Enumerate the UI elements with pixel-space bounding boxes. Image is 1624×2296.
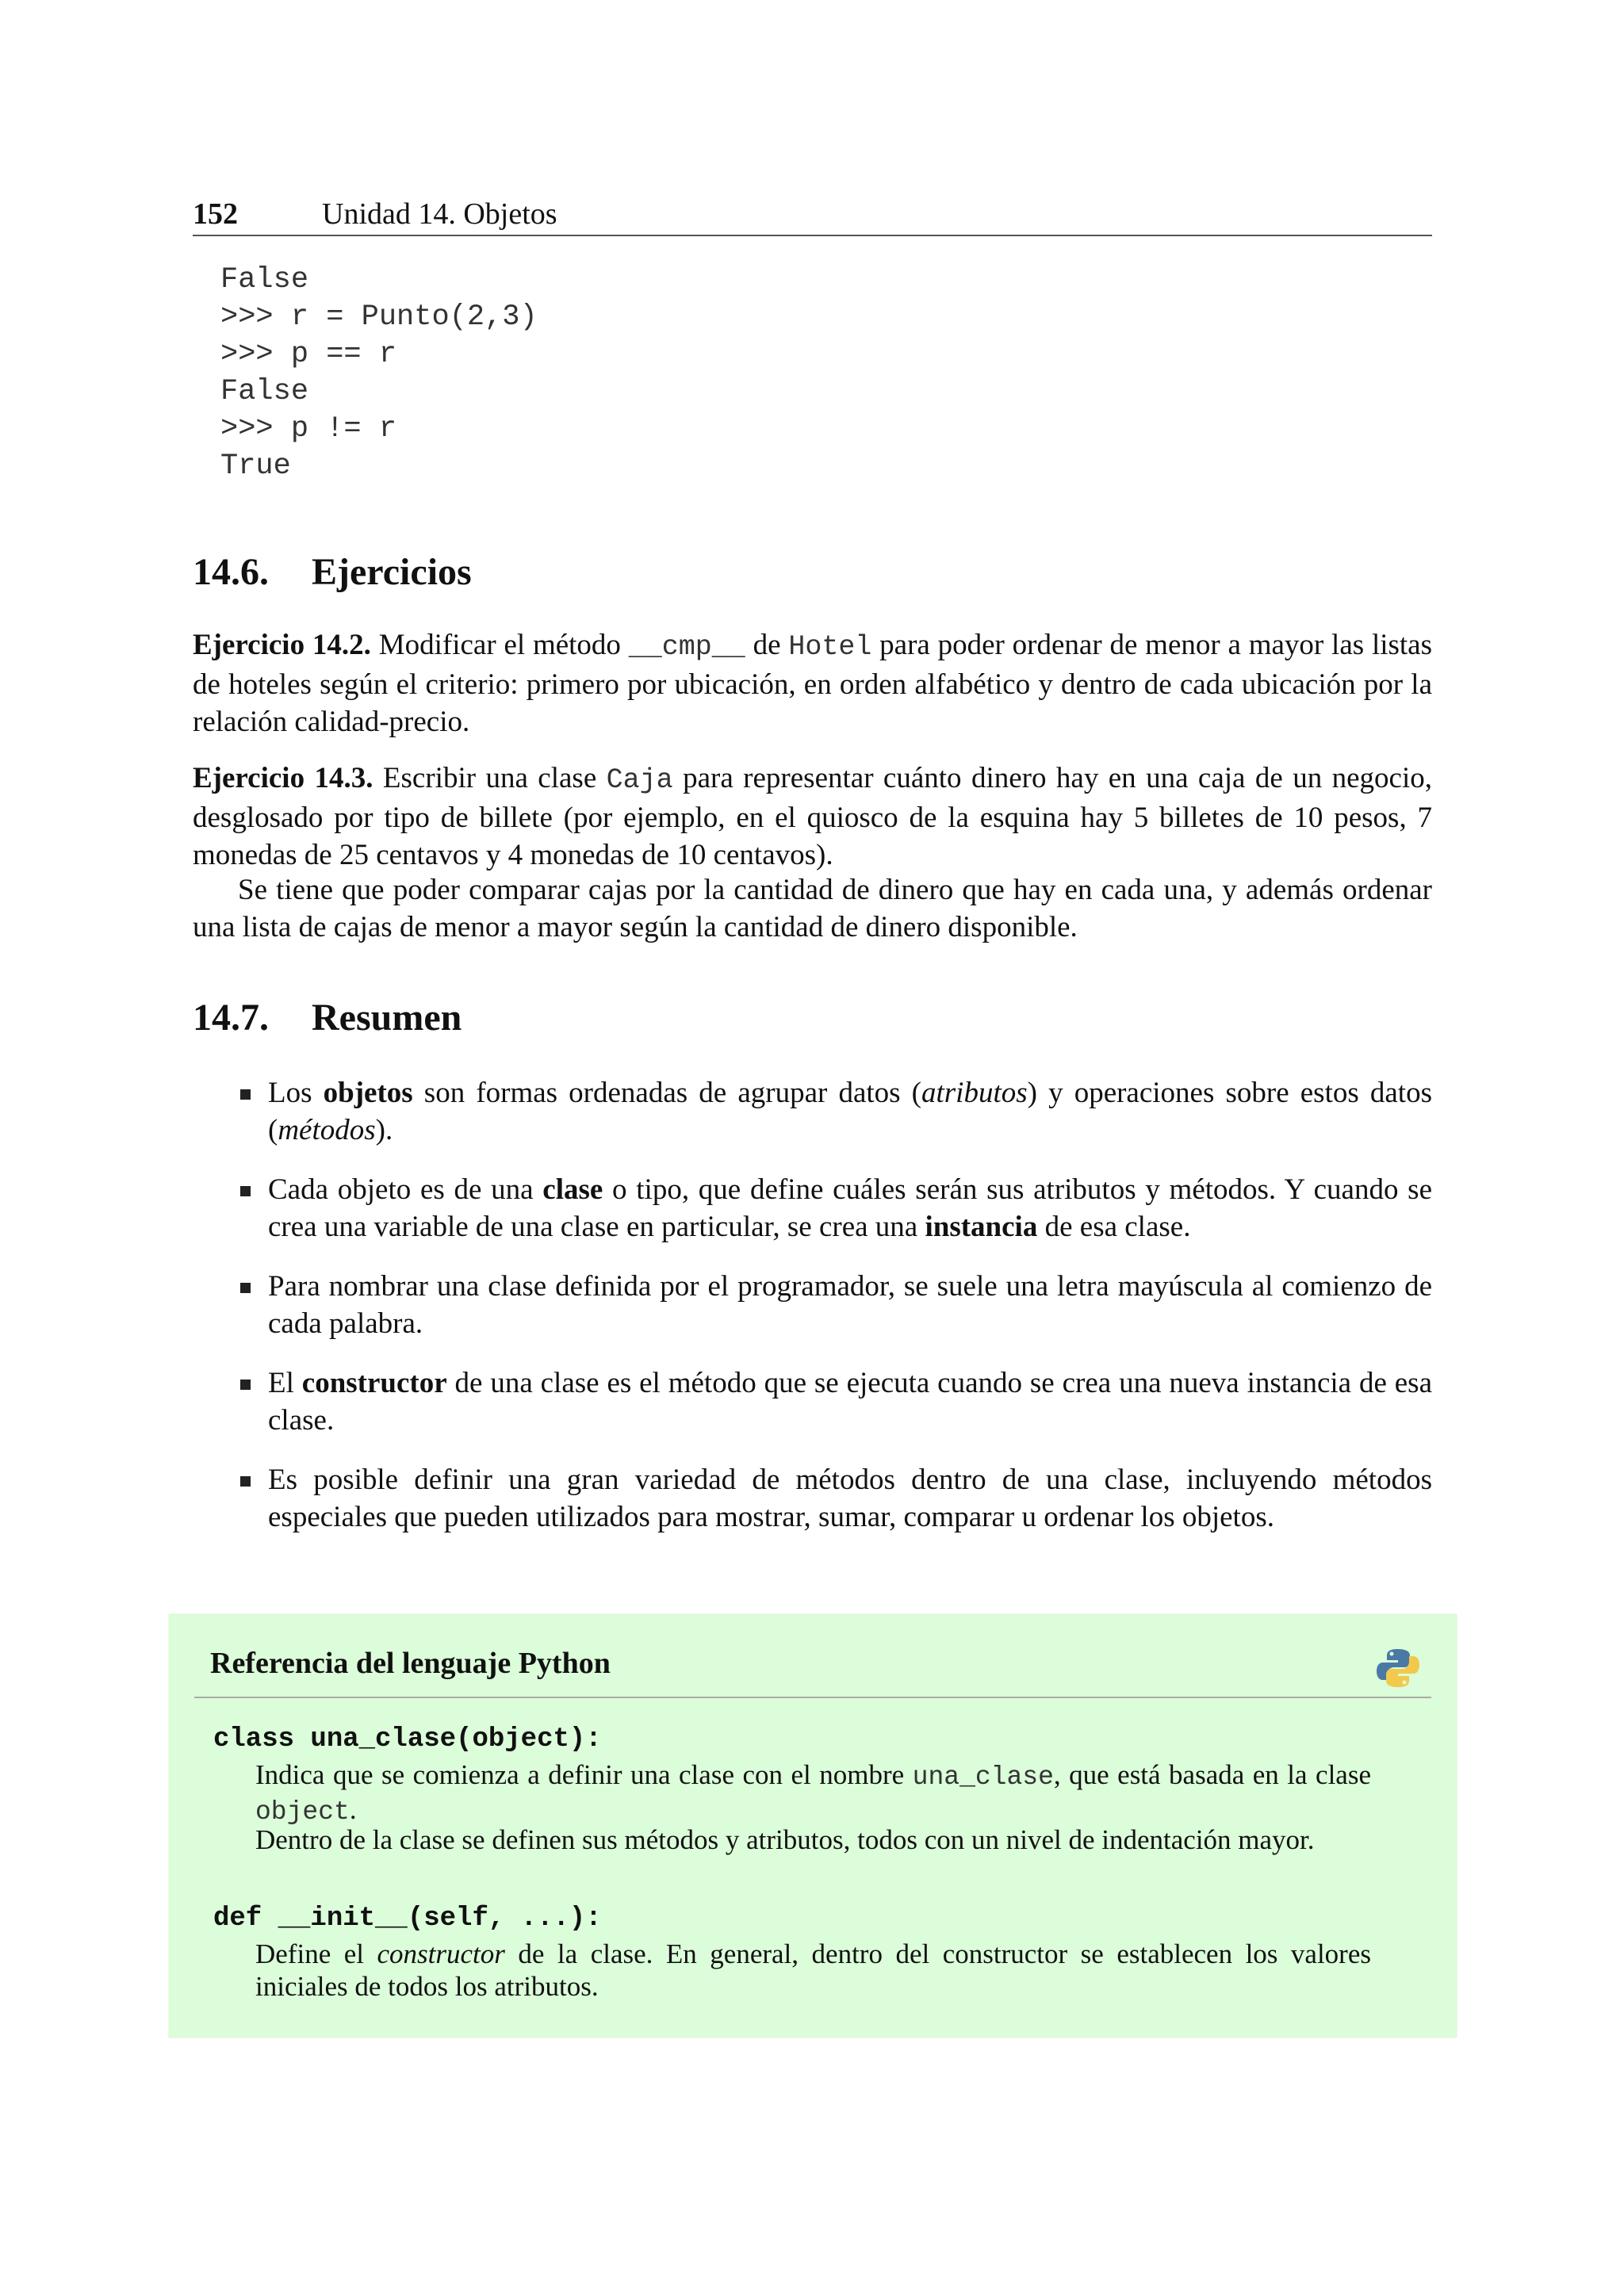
- exercise-14-3-paragraph-2: Se tiene que poder comparar cajas por la cantidad de dinero que hay en cada una, y además ordenar una lista de cajas de menor a mayor según la cantidad de dinero disponible.: [193, 874, 1432, 943]
- section-number: 14.6.: [193, 551, 269, 593]
- code-line: False: [220, 375, 309, 408]
- reference-title: Referencia del lenguaje Python: [210, 1647, 611, 1680]
- list-item: Para nombrar una clase definida por el programador, se suele una letra mayúscula al comienzo de cada palabra.: [193, 1268, 1432, 1342]
- list-item: Los objetos son formas ordenadas de agrupar datos (atributos) y operaciones sobre estos datos (métodos).: [193, 1074, 1432, 1149]
- inline-code: __cmp__: [628, 631, 745, 663]
- page-number: 152: [193, 197, 238, 231]
- section-heading-resumen: [193, 994, 462, 1042]
- section-heading-ejercicios: [193, 549, 472, 596]
- python-logo-icon: [1376, 1646, 1420, 1690]
- bullet-icon: [240, 1476, 251, 1487]
- reference-signature: class una_clase(object):: [213, 1724, 602, 1755]
- section-title: Resumen: [312, 997, 462, 1039]
- code-line: False: [220, 263, 309, 297]
- bullet-icon: [240, 1380, 251, 1390]
- exercise-14-2: [193, 626, 1432, 740]
- exercise-text: para representar cuánto dinero hay en una caja de un negocio, desglosado por tipo de billete (por ejemplo, en el quiosco de la esquina hay 5 billetes de 10 pesos, 7 monedas de 25 centavos y 4 monedas de 10 centavos).: [193, 762, 1432, 871]
- summary-list: [193, 1074, 1432, 1558]
- code-line: >>> p != r: [220, 412, 397, 446]
- list-item: Cada objeto es de una clase o tipo, que define cuáles serán sus atributos y métodos. Y cuando se crea una variable de una clase en particular, se crea una instancia de esa clase.: [193, 1171, 1432, 1246]
- inline-code: Hotel: [788, 631, 872, 663]
- exercise-14-3: [193, 760, 1432, 874]
- section-title: Ejercicios: [312, 551, 472, 593]
- exercise-text: Escribir una clase: [382, 762, 607, 794]
- python-reference-box: [169, 1614, 1457, 2038]
- section-number: 14.7.: [193, 997, 269, 1039]
- exercise-label: Ejercicio 14.2.: [193, 629, 371, 661]
- inline-code: object: [255, 1797, 350, 1827]
- bullet-icon: [240, 1186, 251, 1196]
- list-item: El constructor de una clase es el método que se ejecuta cuando se crea una nueva instancia de esa clase.: [193, 1364, 1432, 1439]
- code-line: True: [220, 450, 291, 483]
- code-line: >>> p == r: [220, 338, 397, 371]
- exercise-text: de: [745, 629, 789, 661]
- chapter-title: Unidad 14. Objetos: [322, 197, 557, 231]
- exercise-label: Ejercicio 14.3.: [193, 762, 373, 794]
- inline-code: Caja: [606, 764, 673, 796]
- divider: [194, 1697, 1431, 1698]
- code-line: >>> r = Punto(2,3): [220, 300, 538, 334]
- inline-code: una_clase: [912, 1762, 1054, 1792]
- reference-description: Indica que se comienza a definir una clase con el nombre una_clase, que está basada en la clase object.: [255, 1759, 1372, 1827]
- running-header: [193, 193, 1432, 236]
- exercise-text: para poder ordenar de menor a mayor las listas de hoteles según el criterio: primero por ubicación, en orden alfabético y dentro de cada ubicación por la relación calidad-precio.: [193, 629, 1432, 738]
- reference-signature: def __init__(self, ...):: [213, 1904, 602, 1934]
- code-listing: [220, 262, 538, 485]
- bullet-icon: [240, 1089, 251, 1100]
- reference-description: Define el constructor de la clase. En general, dentro del constructor se establecen los valores iniciales de todos los atributos.: [255, 1938, 1371, 2002]
- bullet-icon: [240, 1283, 251, 1293]
- list-item: Es posible definir una gran variedad de métodos dentro de una clase, incluyendo métodos especiales que pueden utilizados para mostrar, sumar, comparar u ordenar los objetos.: [193, 1461, 1432, 1536]
- reference-description: Dentro de la clase se definen sus métodos y atributos, todos con un nivel de indentación mayor.: [255, 1824, 1315, 1855]
- exercise-text: Modificar el método: [378, 629, 629, 661]
